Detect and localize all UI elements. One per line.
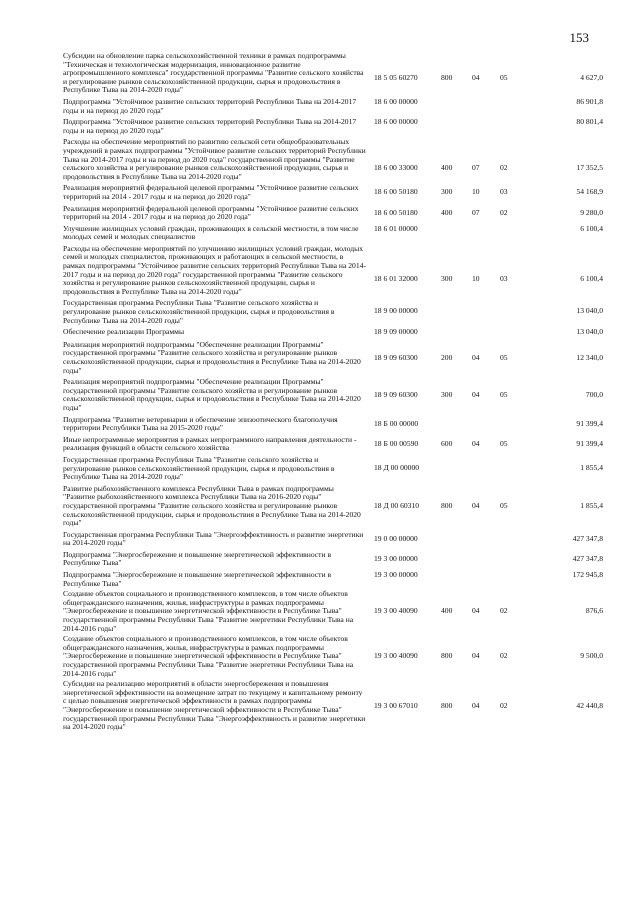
- row-expense-type: 300: [441, 273, 453, 283]
- row-expense-type: 300: [441, 187, 453, 197]
- table-row: [63, 52, 603, 95]
- table-row: [63, 531, 603, 548]
- row-code: 18 5 05 60270: [374, 73, 418, 82]
- row-expense-type: 800: [441, 73, 453, 82]
- row-description: Обеспечение реализации Программы: [63, 327, 185, 337]
- row-description: Улучшение жилищных условий граждан, проживающих в сельской местности, в том числе молодых семей и молодых специалистов: [63, 223, 359, 242]
- row-code: 18 9 09 60300: [374, 352, 418, 362]
- row-code: 18 Б 00 00000: [374, 418, 419, 428]
- row-section: 07: [472, 163, 480, 173]
- row-description: Расходы на обеспечение мероприятий по улучшению жилищных условий граждан, молодых семей и молодых специалистов, проживающих и работающих в сельской местности, в рамках подпрограммы "Устойчивое развитие сельских территорий Республики Тыва на 2014-2017 годы и на период до 2020 года" государственной программы "Развитие сельского хозяйства и регулирование рынков сельскохозяйственной продукции, сырья и продовольствия в Республике Тыва на 2014-2020 годы": [63, 243, 366, 296]
- table-row: [63, 456, 603, 482]
- row-amount: 427 347,8: [572, 533, 603, 543]
- row-description: Субсидии на обновление парка сельскохозяйственной техники в рамках подпрограммы "Техническая и технологическая модернизация, инновационное развитие агропромышленного комплекса" государственной программы "Развитие сельского хозяйства и регулирование рынков сельскохозяйственной продукции, сырья и продовольствия в Республике Тыва на 2014-2020 годы": [63, 51, 364, 95]
- row-code: 18 Д 00 00000: [374, 462, 420, 472]
- table-row: [63, 138, 603, 181]
- row-description: Реализация мероприятий подпрограммы "Обеспечение реализации Программы" государственной программы "Развитие сельского хозяйства и регулирование рынков сельскохозяйственной продукции, сырья и продовольствия в Республике Тыва на 2014-2020 годы": [63, 377, 361, 412]
- table-row: [63, 635, 603, 678]
- row-code: 18 Б 00 00590: [374, 438, 419, 448]
- row-subsection: 05: [500, 73, 508, 82]
- row-subsection: 05: [500, 352, 508, 362]
- table-row: [63, 590, 603, 633]
- row-amount: 427 347,8: [572, 553, 603, 563]
- table-row: [63, 680, 603, 732]
- table-row: [63, 341, 603, 375]
- row-amount: 42 440,8: [576, 701, 603, 711]
- row-code: 18 6 00 50180: [374, 187, 418, 197]
- row-code: 19 3 00 00000: [374, 553, 418, 563]
- row-description: Реализация мероприятий федеральной целевой программы "Устойчивое развитие сельских территорий на 2014 - 2017 годы и на период до 2020 года": [63, 203, 359, 222]
- row-code: 19 3 00 67010: [374, 701, 418, 711]
- row-description: Государственная программа Республики Тыва "Развитие сельского хозяйства и регулирование рынков сельскохозяйственной продукции, сырья и продовольствия в Республике Тыва на 2014-2020 годы": [63, 298, 335, 325]
- row-code: 18 6 00 50180: [374, 207, 418, 217]
- row-description: Подпрограмма "Устойчивое развитие сельских территорий Республики Тыва на 2014-2017 годы и на период до 2020 года": [63, 96, 357, 115]
- row-amount: 91 399,4: [576, 418, 603, 428]
- row-subsection: 02: [500, 207, 508, 217]
- table-row: [63, 571, 603, 588]
- row-section: 04: [472, 438, 480, 448]
- row-amount: 86 901,8: [576, 96, 603, 106]
- table-row: [63, 299, 603, 325]
- row-description: Подпрограмма "Устойчивое развитие сельских территорий Республики Тыва на 2014-2017 годы и на период до 2020 года": [63, 117, 357, 135]
- row-amount: 172 945,8: [572, 570, 603, 580]
- row-subsection: 03: [500, 187, 508, 197]
- row-amount: 9 280,0: [580, 207, 603, 217]
- row-section: 04: [472, 390, 480, 400]
- row-description: Подпрограмма "Энергосбережение и повышение энергетической эффективности в Республике Тыва": [63, 570, 332, 588]
- table-row: [63, 245, 603, 297]
- table-row: [63, 485, 603, 528]
- row-subsection: 05: [500, 500, 508, 510]
- row-amount: 9 500,0: [580, 651, 603, 661]
- row-expense-type: 400: [441, 207, 453, 217]
- row-subsection: 02: [500, 163, 508, 173]
- table-row: [63, 205, 603, 222]
- row-amount: 54 168,9: [576, 187, 603, 197]
- row-section: 04: [472, 73, 480, 82]
- row-amount: 700,0: [585, 390, 603, 400]
- row-amount: 12 340,0: [576, 352, 603, 362]
- budget-table: [63, 52, 603, 732]
- row-description: Государственная программа Республики Тыва "Развитие сельского хозяйства и регулирование рынков сельскохозяйственной продукции, сырья и продовольствия в Республике Тыва на 2014-2020 годы": [63, 454, 335, 482]
- row-description: Реализация мероприятий подпрограммы "Обеспечение реализации Программы" государственной программы "Развитие сельского хозяйства и регулирование рынков сельскохозяйственной продукции, сырья и продовольствия в Республике Тыва на 2014-2020 годы": [63, 339, 361, 375]
- row-code: 18 6 01 32000: [374, 273, 418, 283]
- row-section: 04: [472, 352, 480, 362]
- row-code: 18 9 09 60300: [374, 390, 418, 400]
- table-row: [63, 416, 603, 433]
- row-expense-type: 600: [441, 438, 453, 448]
- row-code: 18 9 00 00000: [374, 306, 418, 316]
- table-row: [63, 225, 603, 242]
- row-subsection: 05: [500, 390, 508, 400]
- row-subsection: 02: [500, 651, 508, 661]
- row-code: 19 3 00 40090: [374, 651, 418, 661]
- row-amount: 13 040,0: [576, 306, 603, 316]
- row-amount: 876,6: [585, 606, 603, 616]
- row-description: Подпрограмма "Энергосбережение и повышение энергетической эффективности в Республике Тыва": [63, 549, 332, 568]
- row-amount: 1 855,4: [580, 462, 603, 472]
- table-row: [63, 98, 603, 115]
- row-amount: 4 627,0: [580, 73, 603, 82]
- row-code: 18 9 09 00000: [374, 327, 418, 337]
- row-section: 04: [472, 500, 480, 510]
- row-expense-type: 800: [441, 500, 453, 510]
- row-description: Создание объектов социального и производственного комплексов, в том числе объектов общегражданского назначения, жилья, инфраструктуры в рамках подпрограммы "Энергосбережение и повышение энергетической эффективности в Республике Тыва" государственной программы Республики Тыва "Развитие энергетики Республики Тыва на 2014-2016 годы": [63, 589, 354, 633]
- row-amount: 13 040,0: [576, 327, 603, 337]
- row-description: Развитие рыбохозяйственного комплекса Республики Тыва в рамках подпрограммы "Развитие рыбохозяйственного комплекса Республики Тыва на 2016-2020 годы" государственной программы "Развитие сельского хозяйства и регулирование рынков сельскохозяйственной продукции, сырья и продовольствия в Республике Тыва на 2014-2020 годы": [63, 483, 361, 528]
- row-code: 19 3 00 40090: [374, 606, 418, 616]
- row-amount: 1 855,4: [580, 500, 603, 510]
- row-code: 18 6 01 00000: [374, 223, 418, 233]
- row-amount: 6 100,4: [580, 223, 603, 233]
- table-row: [63, 328, 603, 337]
- row-subsection: 05: [500, 438, 508, 448]
- row-section: 10: [472, 273, 480, 283]
- row-code: 19 3 00 00000: [374, 570, 418, 580]
- table-row: [63, 436, 603, 453]
- table-row: [63, 184, 603, 201]
- row-description: Государственная программа Республики Тыва "Энергоэффективность и развитие энергетики на 2014-2020 годы": [63, 529, 364, 548]
- row-subsection: 03: [500, 273, 508, 283]
- row-description: Иные непрограммные мероприятия в рамках непрограммного направления деятельности - реализация функций в области сельского хозяйства: [63, 434, 357, 453]
- row-section: 04: [472, 701, 480, 711]
- row-expense-type: 300: [441, 390, 453, 400]
- table-row: [63, 118, 603, 135]
- row-amount: 17 352,5: [576, 163, 603, 173]
- table-row: [63, 551, 603, 568]
- row-code: 18 6 00 00000: [374, 117, 418, 127]
- row-amount: 91 399,4: [576, 438, 603, 448]
- row-expense-type: 800: [441, 651, 453, 661]
- row-expense-type: 400: [441, 606, 453, 616]
- row-description: Расходы на обеспечение мероприятий по развитию сельской сети общеобразовательных учреждений в рамках подпрограммы "Устойчивое развитие сельских территорий Республики Тыва на 2014-2017 годы и на период до 2020 года" государственной программы "Развитие сельского хозяйства и регулирование рынков сельскохозяйственной продукции, сырья и продовольствия в Республике Тыва на 2014-2020 годы": [63, 137, 366, 181]
- row-amount: 6 100,4: [580, 273, 603, 283]
- row-code: 18 Д 00 60310: [374, 500, 420, 510]
- table-row: [63, 378, 603, 412]
- row-expense-type: 200: [441, 352, 453, 362]
- row-code: 18 6 00 00000: [374, 96, 418, 106]
- row-section: 04: [472, 606, 480, 616]
- row-description: Подпрограмма "Развитие ветеринарии и обеспечение эпизоотического благополучия территории Республики Тыва на 2015-2020 годы": [63, 414, 338, 433]
- row-code: 18 6 00 33000: [374, 163, 418, 173]
- row-expense-type: 400: [441, 163, 453, 173]
- row-amount: 80 801,4: [576, 117, 603, 127]
- page-number: 153: [569, 30, 589, 45]
- row-section: 07: [472, 207, 480, 217]
- row-subsection: 02: [500, 606, 508, 616]
- row-section: 10: [472, 187, 480, 197]
- row-description: Создание объектов социального и производственного комплексов, в том числе объектов общегражданского назначения, жилья, инфраструктуры в рамках подпрограммы "Энергосбережение и повышение энергетической эффективности в Республике Тыва" государственной программы Республики Тыва "Развитие энергетики Республики Тыва на 2014-2016 годы": [63, 634, 354, 678]
- row-description: Реализация мероприятий федеральной целевой программы "Устойчивое развитие сельских территорий на 2014 - 2017 годы и на период до 2020 года": [63, 183, 359, 201]
- row-section: 04: [472, 651, 480, 661]
- row-code: 19 0 00 00000: [374, 533, 418, 543]
- row-description: Субсидии на реализацию мероприятий в области энергосбережения и повышения энергетической эффективности на возмещение затрат по текущему и капитальному ремонту с целью повышения энергетической эффективности в рамках подпрограммы "Энергосбережение и повышение энергетической эффективности в Республике Тыва" государственной программы Республики Тыва "Энергоэффективность и развитие энергетики на 2014-2020 годы": [63, 679, 366, 732]
- row-expense-type: 800: [441, 701, 453, 711]
- row-subsection: 02: [500, 701, 508, 711]
